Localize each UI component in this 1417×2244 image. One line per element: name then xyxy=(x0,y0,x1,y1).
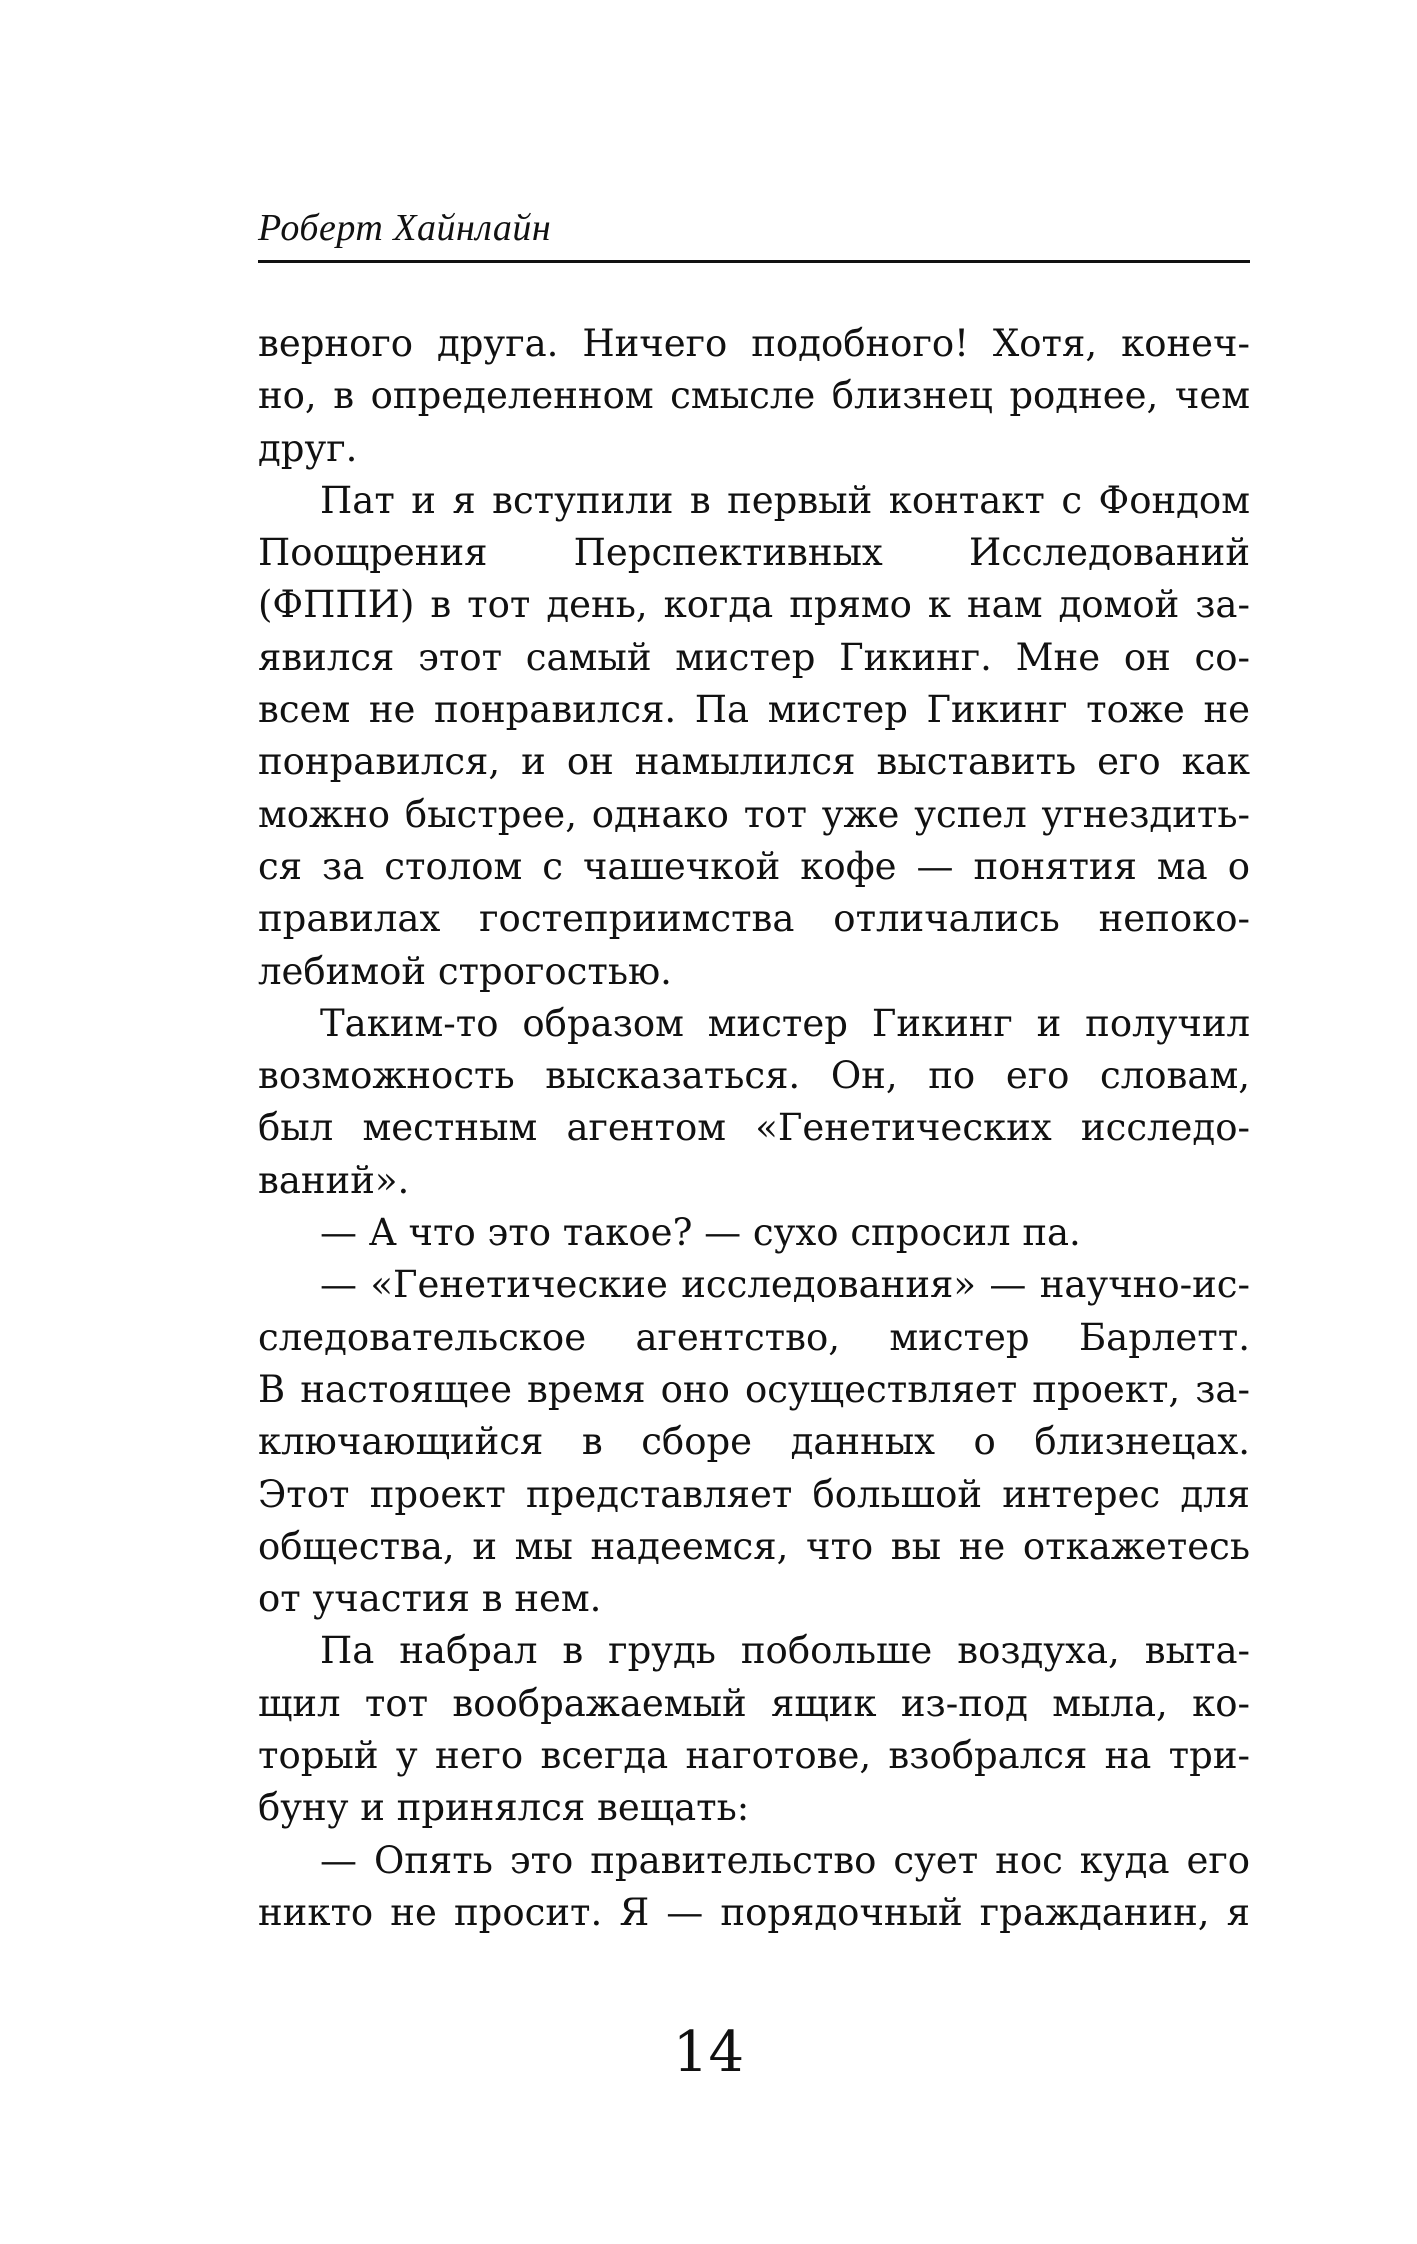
text-line: понравился, и он намылился выставить его как xyxy=(258,740,1250,784)
text-line: В настоящее время оно осуществляет проект, за- xyxy=(258,1367,1250,1411)
text-line: всем не понравился. Па мистер Гикинг тоже не xyxy=(258,688,1250,732)
body-text xyxy=(258,318,1250,1939)
text-line: от участия в нем. xyxy=(258,1577,602,1621)
text-line: ключающийся в сборе данных о близнецах. xyxy=(258,1420,1250,1464)
text-line: Па набрал в грудь побольше воздуха, выта- xyxy=(320,1629,1250,1673)
text-line: следовательское агентство, мистер Барлетт. xyxy=(258,1315,1250,1359)
text-line: друг. xyxy=(258,426,358,470)
text-line: Этот проект представляет большой интерес для xyxy=(258,1472,1250,1516)
text-line: правилах гостеприимства отличались непоко- xyxy=(258,897,1250,941)
text-line: верного друга. Ничего подобного! Хотя, конеч- xyxy=(258,322,1250,365)
text-line: Таким-то образом мистер Гикинг и получил xyxy=(320,1001,1250,1045)
text-line: никто не просит. Я — порядочный гражданин, я xyxy=(258,1890,1250,1934)
text-line: но, в определенном смысле близнец роднее, чем xyxy=(258,374,1250,418)
text-line: был местным агентом «Генетических исследо- xyxy=(258,1106,1250,1150)
page-number: 14 xyxy=(672,2020,745,2085)
text-line: Пат и я вступили в первый контакт с Фондом xyxy=(320,478,1250,522)
text-line: лебимой строгостью. xyxy=(258,949,672,993)
text-line: — Опять это правительство сует нос куда его xyxy=(320,1838,1250,1882)
text-line: возможность высказаться. Он, по его словам, xyxy=(258,1054,1250,1098)
text-line: ваний». xyxy=(258,1158,410,1202)
text-line: явился этот самый мистер Гикинг. Мне он со- xyxy=(258,635,1250,679)
text-line: — А что это такое? — сухо спросил па. xyxy=(320,1211,1081,1255)
running-header xyxy=(258,200,1250,263)
text-line: общества, и мы надеемся, что вы не откажетесь xyxy=(258,1524,1250,1568)
text-line: щил тот воображаемый ящик из-под мыла, ко- xyxy=(258,1681,1250,1725)
text-line: — «Генетические исследования» — научно-ис- xyxy=(320,1263,1250,1307)
running-header-author: Роберт Хайнлайн xyxy=(258,207,552,249)
text-line: ся за столом с чашечкой кофе — понятия ма о xyxy=(258,844,1250,888)
text-line: Поощрения Перспективных Исследований xyxy=(258,531,1250,575)
text-line: торый у него всегда наготове, взобрался на три- xyxy=(258,1734,1250,1778)
text-line: (ФППИ) в тот день, когда прямо к нам домой за- xyxy=(258,583,1250,627)
text-line: буну и принялся вещать: xyxy=(258,1786,750,1830)
text-line: можно быстрее, однако тот уже успел угнездить- xyxy=(258,792,1250,836)
